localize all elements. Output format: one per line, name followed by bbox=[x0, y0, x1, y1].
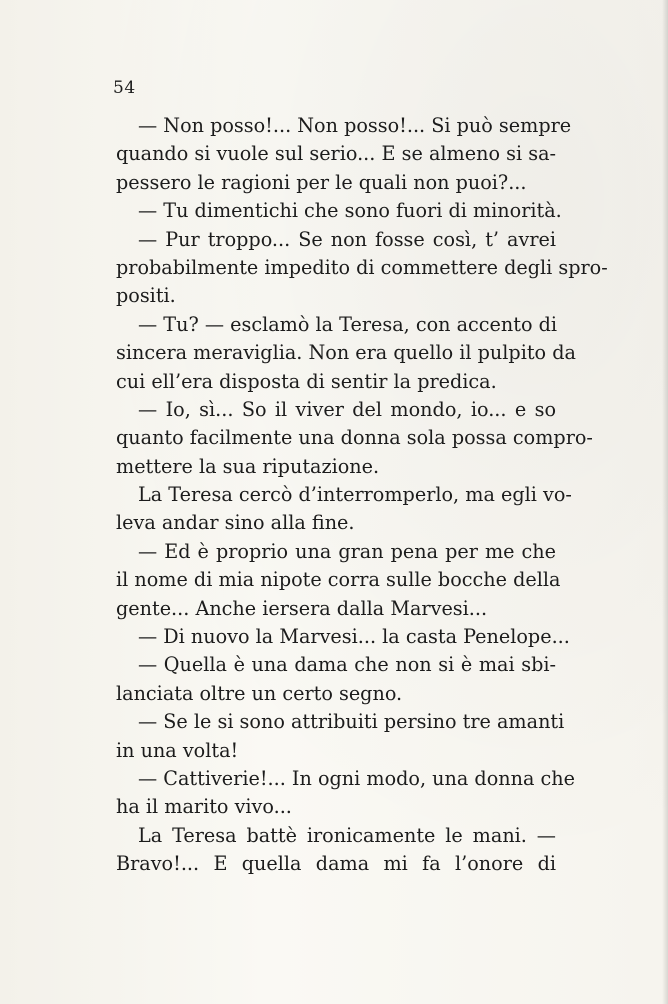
text-line: pessero le ragioni per le quali non puoi?... bbox=[116, 170, 527, 194]
text-line: cui ell’era disposta di sentir la predica. bbox=[116, 369, 497, 393]
text-line: Bravo!... E quella dama mi fa l’onore di bbox=[116, 852, 556, 876]
text-line: sincera meraviglia. Non era quello il pulpito da bbox=[116, 341, 576, 365]
text-line: mettere la sua riputazione. bbox=[116, 454, 380, 478]
text-line: quanto facilmente una donna sola possa compro- bbox=[116, 426, 593, 450]
text-line: gente... Anche iersera dalla Marvesi... bbox=[116, 596, 488, 620]
text-line: il nome di mia nipote corra sulle bocche della bbox=[116, 568, 561, 592]
text-line: — Cattiverie!... In ogni modo, una donna che bbox=[138, 766, 575, 790]
text-line: lanciata oltre un certo segno. bbox=[116, 681, 403, 705]
body-text bbox=[116, 112, 608, 879]
text-line: — Se le si sono attribuiti persino tre amanti bbox=[138, 710, 565, 734]
text-line: probabilmente impedito di commettere degli spro- bbox=[116, 255, 608, 279]
text-line: quando si vuole sul serio... E se almeno si sa- bbox=[116, 142, 556, 166]
text-line: — Tu? — esclamò la Teresa, con accento di bbox=[138, 312, 558, 336]
page-edge-shadow bbox=[662, 0, 668, 1004]
text-line: — Pur troppo... Se non fosse così, t’ avrei bbox=[138, 227, 556, 251]
text-line: ha il marito vivo... bbox=[116, 795, 292, 819]
text-line: in una volta! bbox=[116, 738, 239, 762]
text-line: — Ed è proprio una gran pena per me che bbox=[138, 539, 556, 563]
text-line: — Di nuovo la Marvesi... la casta Penelope... bbox=[138, 625, 570, 649]
text-line: — Io, sì... So il viver del mondo, io... e so bbox=[138, 397, 556, 421]
text-line: — Non posso!... Non posso!... Si può sempre bbox=[138, 114, 572, 137]
text-line: leva andar sino alla fine. bbox=[116, 511, 355, 535]
text-line: positi. bbox=[116, 284, 176, 308]
text-line: La Teresa battè ironicamente le mani. — bbox=[138, 823, 556, 847]
page-number: 54 bbox=[113, 78, 136, 98]
text-line: La Teresa cercò d’interromperlo, ma egli vo- bbox=[138, 483, 572, 507]
text-line: — Quella è una dama che non si è mai sbi- bbox=[138, 653, 556, 677]
text-line: — Tu dimentichi che sono fuori di minorità. bbox=[138, 199, 562, 223]
